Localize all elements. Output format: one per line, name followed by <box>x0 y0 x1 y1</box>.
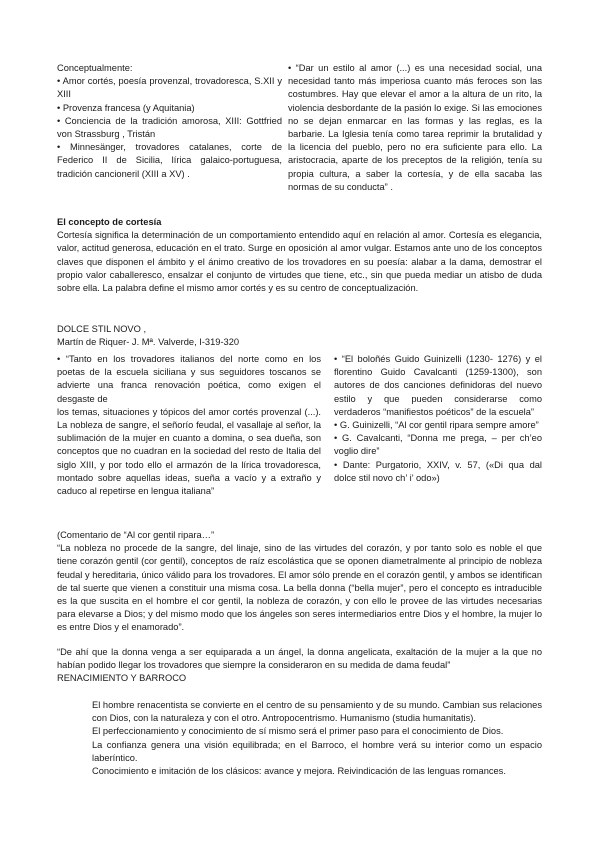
huizinga-quote <box>288 62 542 194</box>
cortesia-section <box>57 216 542 295</box>
dolce-item: • “El boloñés Guido Guinizelli (1230- 1276) y el florentino Guido Cavalcanti (1259-1300), son autores de dos canciones definidoras del nuevo estilo y que pueden considerarse como verdaderos “manifiestos poéticos” de la escuela” <box>334 354 542 417</box>
dolce-quote-a: • “Tanto en los trovadores italianos del norte como en los poetas de la escuela siciliana y sus seguidores toscanos se advierte una franca renovación poética, como exigen el desgaste de <box>57 354 321 404</box>
renacimiento-para: Conocimiento e imitación de los clásicos: avance y mejora. Reivindicación de las lenguas romances. <box>92 766 506 777</box>
concept-item: • Conciencia de la tradición amorosa, XIII: Gottfried von Strassburg , Tristán <box>57 115 282 140</box>
concept-item: • Amor cortés, poesía provenzal, trovadoresca, S.XII y XIII <box>57 76 282 100</box>
section-body: “La nobleza no procede de la sangre, del linaje, sino de las virtudes del corazón, y por tanto solo es noble el que tiene corazón gentil (cor gentil), conceptos de raíz escolástica que se oponen diametralmente al principio de nobleza feudal y hereditaria, único válido para los trovadores. El amor sólo prende en el corazón gentil, y ambos se identifican de tal suerte que vienen a constituir una misma cosa. La bella donna (“bella mujer”, pero el concepto es intraducible es la que suscita en el hombre el cor gentil, la nobleza de corazón, y con ello le provee de las virtudes necesarias para elevarse a Dios; y del mismo modo que los ángeles son seres intermediarios entre Dios y el hombre, la mujer lo es entre Dios y el enamorado”. <box>57 543 542 633</box>
concept-heading: Conceptualmente: <box>57 63 133 73</box>
renacimiento-para: La confianza genera una visión equilibrada; en el Barroco, el hombre verá su interior como un espacio laberíntico. <box>92 739 542 763</box>
concept-item: • Minnesänger, trovadores catalanes, corte de Federico II de Sicilia, lírica galaico-portuguesa, tradición cancioneril (XIII a XV) . <box>57 142 282 179</box>
dolce-quote-b: los temas, situaciones y tópicos del amor cortés provenzal (...). La nobleza de sangre, el señorío feudal, el vasallaje al señor, la sublimación de la mujer en cuanto a domina, o sea dueña, son conceptos que no cuadran en la sociedad del resto de Italia del siglo XIII, y por todo ello el armazón de la lírica trovadoresca, montado sobre aquellas ideas, sueña a vacío y a extraño y caduco al repetirse en lengua italiana” <box>57 406 321 497</box>
quote-text: • “Dar un estilo al amor (...) es una necesidad social, una necesidad tanto más imperiosa cuanto más feroces son las costumbres. Hay que elevar el amor a la altura de un rito, la violencia desbordante de la pasión lo exige. Si las emociones no se dejan enmarcar en las formas y las reglas, es la barbarie. La Iglesia tenía como tarea reprimir la brutalidad y la licencia del pueblo, pero no era suficiente para ello. La aristocracia, aparte de los preceptos de la religión, tenía su propia cultura, a saber la cortesía, y de ella sacaba las normas de su conducta” . <box>288 63 542 192</box>
concept-item: • Provenza francesa (y Aquitania) <box>57 102 195 113</box>
dolce-right-column <box>334 353 542 485</box>
dolce-item: • G. Guinizelli, “Al cor gentil ripara sempre amore” <box>334 420 539 431</box>
renacimiento-section <box>92 699 542 778</box>
renacimiento-para: El hombre renacentista se convierte en el centro de su pensamiento y de su mundo. Cambian sus relaciones con Dios, con la naturaleza y con el otro. Antropocentrismo. Humanismo (studia humanitatis). <box>92 700 542 724</box>
dolce-heading <box>57 323 542 349</box>
section-title: DOLCE STIL NOVO , <box>57 324 147 334</box>
dolce-item: • Dante: Purgatorio, XXIV, v. 57, («Di qua dal dolce stil novo ch’ i’ odo») <box>334 459 542 483</box>
dolce-left-column <box>57 353 321 498</box>
dolce-item: • G. Cavalcanti, “Donna me prega, – per ch’eo voglio dire” <box>334 433 542 457</box>
comentario-section <box>57 529 542 685</box>
section-title: (Comentario de “Al cor gentil ripara…” <box>57 530 215 540</box>
concept-list <box>57 62 282 181</box>
section-title: RENACIMIENTO Y BARROCO <box>57 673 187 684</box>
section-quote: “De ahí que la donna venga a ser equiparada a un ángel, la donna angelicata, exaltación de la mujer a la que no habían podido llegar los trovadores que siempre la consideraron en su medida de dama feudal” <box>57 646 542 670</box>
section-body: Cortesía significa la determinación de un comportamiento entendido aquí en relación al amor. Cortesía es elegancia, valor, actitud generosa, educación en el trato. Surge en oposición al amor vulgar. Estamos ante uno de los conceptos claves que disponen el ámbito y el ánimo creativo de los trovadores en su poesía: alabar a la dama, demostrar el propio valor caballeresco, ensalzar el conjunto de virtudes que tiene, etc., sin que pueda mediar un atisbo de duda sobre ella. La palabra define el mismo amor cortés y es su centro de conceptualización. <box>57 230 542 294</box>
renacimiento-para: El perfeccionamiento y conocimiento de sí mismo será el primer paso para el conocimiento de Dios. <box>92 726 504 737</box>
section-title: El concepto de cortesía <box>57 217 162 227</box>
section-source: Martín de Riquer- J. Mª. Valverde, I-319-320 <box>57 337 240 348</box>
